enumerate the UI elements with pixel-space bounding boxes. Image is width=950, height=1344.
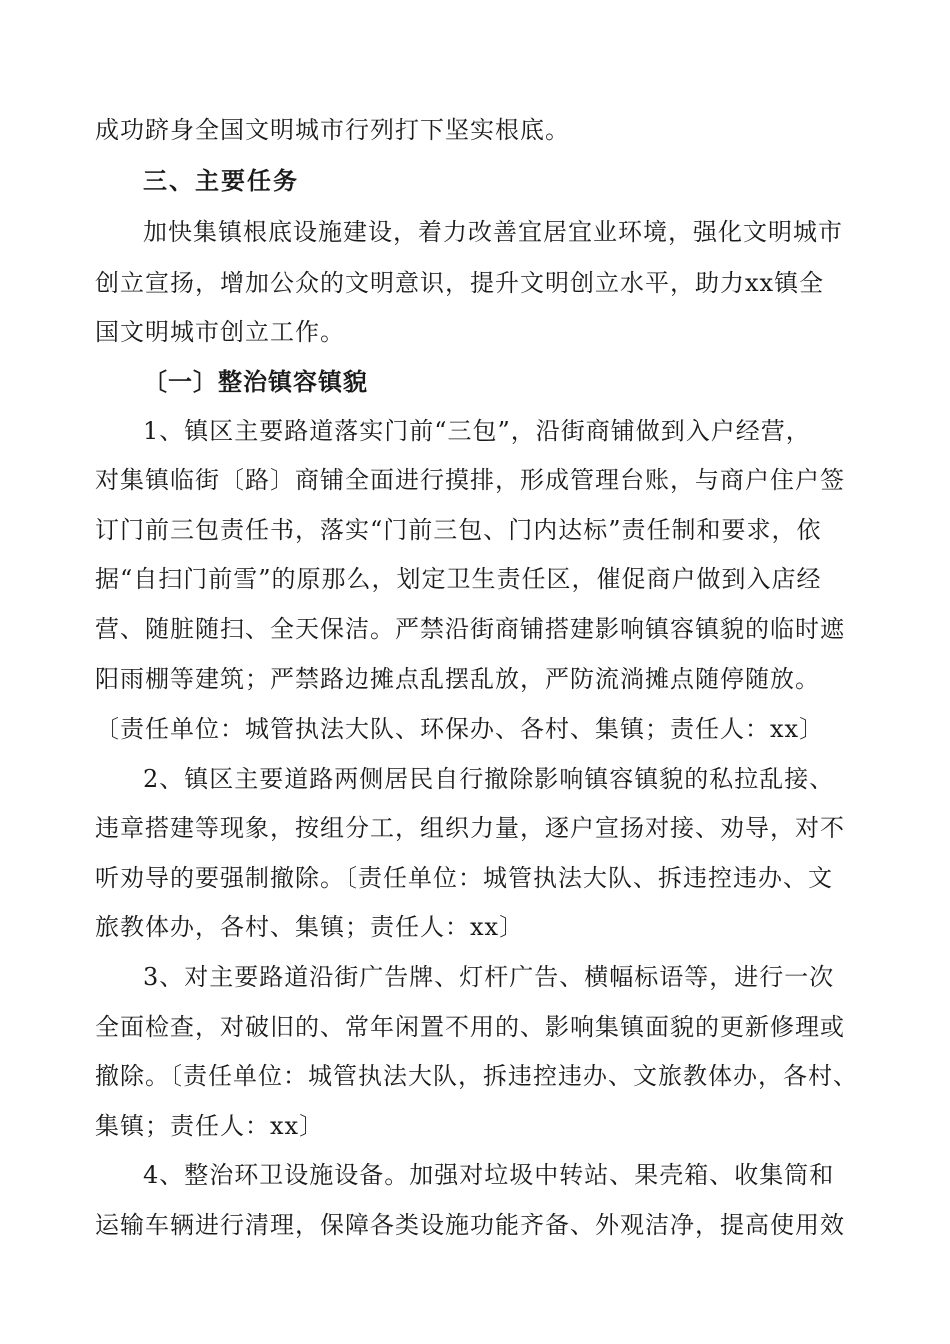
paragraph-line: 成功跻身全国文明城市行列打下坚实根底。 bbox=[95, 116, 570, 144]
paragraph-line: 违章搭建等现象，按组分工，组织力量，逐户宣扬对接、劝导，对不 bbox=[95, 814, 845, 842]
paragraph-line: 阳雨棚等建筑；严禁路边摊点乱摆乱放，严防流淌摊点随停随放。 bbox=[95, 665, 820, 693]
paragraph-line: 听劝导的要强制撤除。〔责任单位：城管执法大队、拆违控违办、文 bbox=[95, 864, 833, 892]
paragraph-line: 加快集镇根底设施建设，着力改善宜居宜业环境，强化文明城市 bbox=[143, 218, 843, 246]
paragraph-line: 1、镇区主要路道落实门前“三包”，沿街商铺做到入户经营， bbox=[143, 417, 811, 445]
section-heading: 三、主要任务 bbox=[143, 167, 299, 195]
paragraph-line: 国文明城市创立工作。 bbox=[95, 318, 345, 346]
paragraph-line: 2、镇区主要道路两侧居民自行撤除影响镇容镇貌的私拉乱接、 bbox=[143, 765, 835, 793]
paragraph-line: 撤除。〔责任单位：城管执法大队，拆违控违办、文旅教体办，各村、 bbox=[95, 1062, 858, 1090]
paragraph-line: 3、对主要路道沿街广告牌、灯杆广告、横幅标语等，进行一次 bbox=[143, 963, 835, 991]
paragraph-line: 对集镇临街〔路〕商铺全面进行摸排，形成管理台账，与商户住户签 bbox=[95, 466, 845, 494]
paragraph-line: 运输车辆进行清理，保障各类设施功能齐备、外观洁净，提高使用效 bbox=[95, 1211, 845, 1239]
paragraph-line: 营、随脏随扫、全天保洁。严禁沿街商铺搭建影响镇容镇貌的临时遮 bbox=[95, 615, 845, 643]
paragraph-line: 全面检查，对破旧的、常年闲置不用的、影响集镇面貌的更新修理或 bbox=[95, 1013, 845, 1041]
paragraph-line: 创立宣扬，增加公众的文明意识，提升文明创立水平，助力xx镇全 bbox=[95, 269, 825, 297]
paragraph-line: 4、整治环卫设施设备。加强对垃圾中转站、果壳箱、收集筒和 bbox=[143, 1161, 835, 1189]
paragraph-line: 订门前三包责任书，落实“门前三包、门内达标”责任制和要求，依 bbox=[95, 516, 822, 544]
paragraph-line: 旅教体办，各村、集镇；责任人：xx〕 bbox=[95, 913, 525, 941]
subsection-heading: 〔一〕整治镇容镇貌 bbox=[143, 368, 368, 396]
paragraph-line: 据“自扫门前雪”的原那么，划定卫生责任区，催促商户做到入店经 bbox=[95, 565, 822, 593]
paragraph-line: 〔责任单位：城管执法大队、环保办、各村、集镇；责任人：xx〕 bbox=[95, 715, 825, 743]
paragraph-line: 集镇；责任人：xx〕 bbox=[95, 1112, 325, 1140]
